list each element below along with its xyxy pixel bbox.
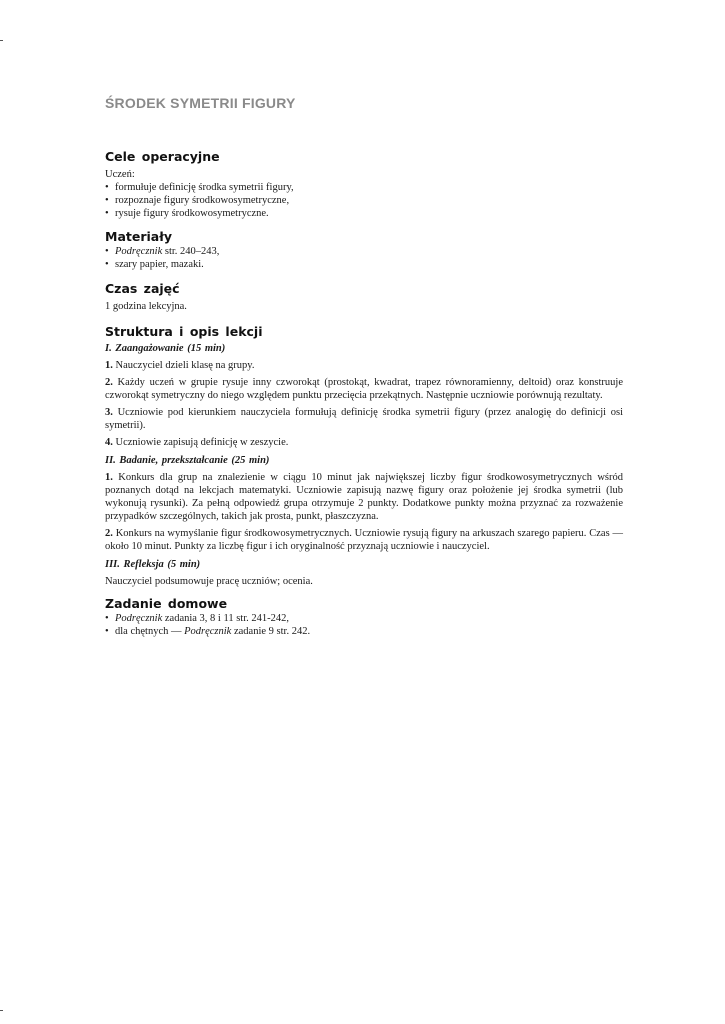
lesson-step: Nauczyciel podsumowuje pracę uczniów; ocenia. [105, 576, 313, 587]
zadanie-list [105, 612, 623, 638]
bullet-icon: • [105, 626, 109, 637]
section-heading-cele: Cele operacyjne [105, 149, 220, 164]
section-heading-czas: Czas zajęć [105, 281, 180, 296]
section-heading-struktura: Struktura i opis lekcji [105, 324, 263, 339]
bullet-icon: • [105, 195, 109, 206]
bullet-icon: • [105, 182, 109, 193]
phase-title: I. Zaangażowanie (15 min) [105, 343, 226, 354]
phase-title: III. Refleksja (5 min) [105, 559, 201, 570]
list-item: • rozpoznaje figury środkowosymetryczne, [105, 195, 290, 206]
lesson-step: 4. Uczniowie zapisują definicję w zeszycie. [105, 437, 289, 448]
bullet-icon: • [105, 613, 109, 624]
section-heading-zadanie: Zadanie domowe [105, 596, 228, 611]
cele-list [105, 181, 623, 220]
list-item: • Podręcznik str. 240–243, [105, 246, 220, 257]
lesson-step: 1. Konkurs dla grup na znalezienie w ciągu 10 minut jak największej liczby figur środkowosymetrycznych wśród poznanych dotąd na lekcjach matematyki. Uczniowie zapisują nazwę figury oraz położenie jej środka symetrii (lub wykonują rysunki). Za pełną odpowiedź grupa otrzymuje 2 punkty. Dodatkowe punkty można przyznać za rozważenie przypadków szczególnych, takich jak prosta, punkt, płaszczyzna. [105, 472, 623, 522]
list-item: • Podręcznik zadania 3, 8 i 11 str. 241-242, [105, 613, 290, 624]
page-title: ŚRODEK SYMETRII FIGURY [105, 95, 296, 111]
list-item: • dla chętnych — Podręcznik zadanie 9 str. 242. [105, 626, 311, 637]
lesson-step: 1. Nauczyciel dzieli klasę na grupy. [105, 360, 255, 371]
lesson-step: 2. Konkurs na wymyślanie figur środkowosymetrycznych. Uczniowie rysują figury na arkuszach szarego papieru. Czas — około 10 minut. Punkty za liczbę figur i ich oryginalność przyznają uczniowie i nauczyciel. [105, 528, 623, 552]
lesson-step: 3. Uczniowie pod kierunkiem nauczyciela formułują definicję środka symetrii figury (przez analogię do definicji osi symetrii). [105, 407, 623, 431]
list-item: • szary papier, mazaki. [105, 259, 204, 270]
bullet-icon: • [105, 208, 109, 219]
bullet-icon: • [105, 246, 109, 257]
crop-mark-top [0, 40, 3, 41]
cele-intro: Uczeń: [105, 169, 135, 180]
document-page [105, 94, 623, 638]
bullet-icon: • [105, 259, 109, 270]
list-item: • rysuje figury środkowosymetryczne. [105, 208, 269, 219]
czas-text: 1 godzina lekcyjna. [105, 301, 187, 312]
lesson-step: 2. Każdy uczeń w grupie rysuje inny czworokąt (prostokąt, kwadrat, trapez równoramienny, deltoid) oraz konstruuje czworokąt symetryczny do niego względem punktu przecięcia przekątnych. Następnie uczniowie porównują rezultaty. [105, 377, 623, 401]
crop-mark-bottom [0, 1010, 3, 1011]
phase-title: II. Badanie, przekształcanie (25 min) [105, 455, 270, 466]
section-heading-materialy: Materiały [105, 229, 172, 244]
materialy-list [105, 245, 623, 271]
list-item: • formułuje definicję środka symetrii figury, [105, 182, 294, 193]
